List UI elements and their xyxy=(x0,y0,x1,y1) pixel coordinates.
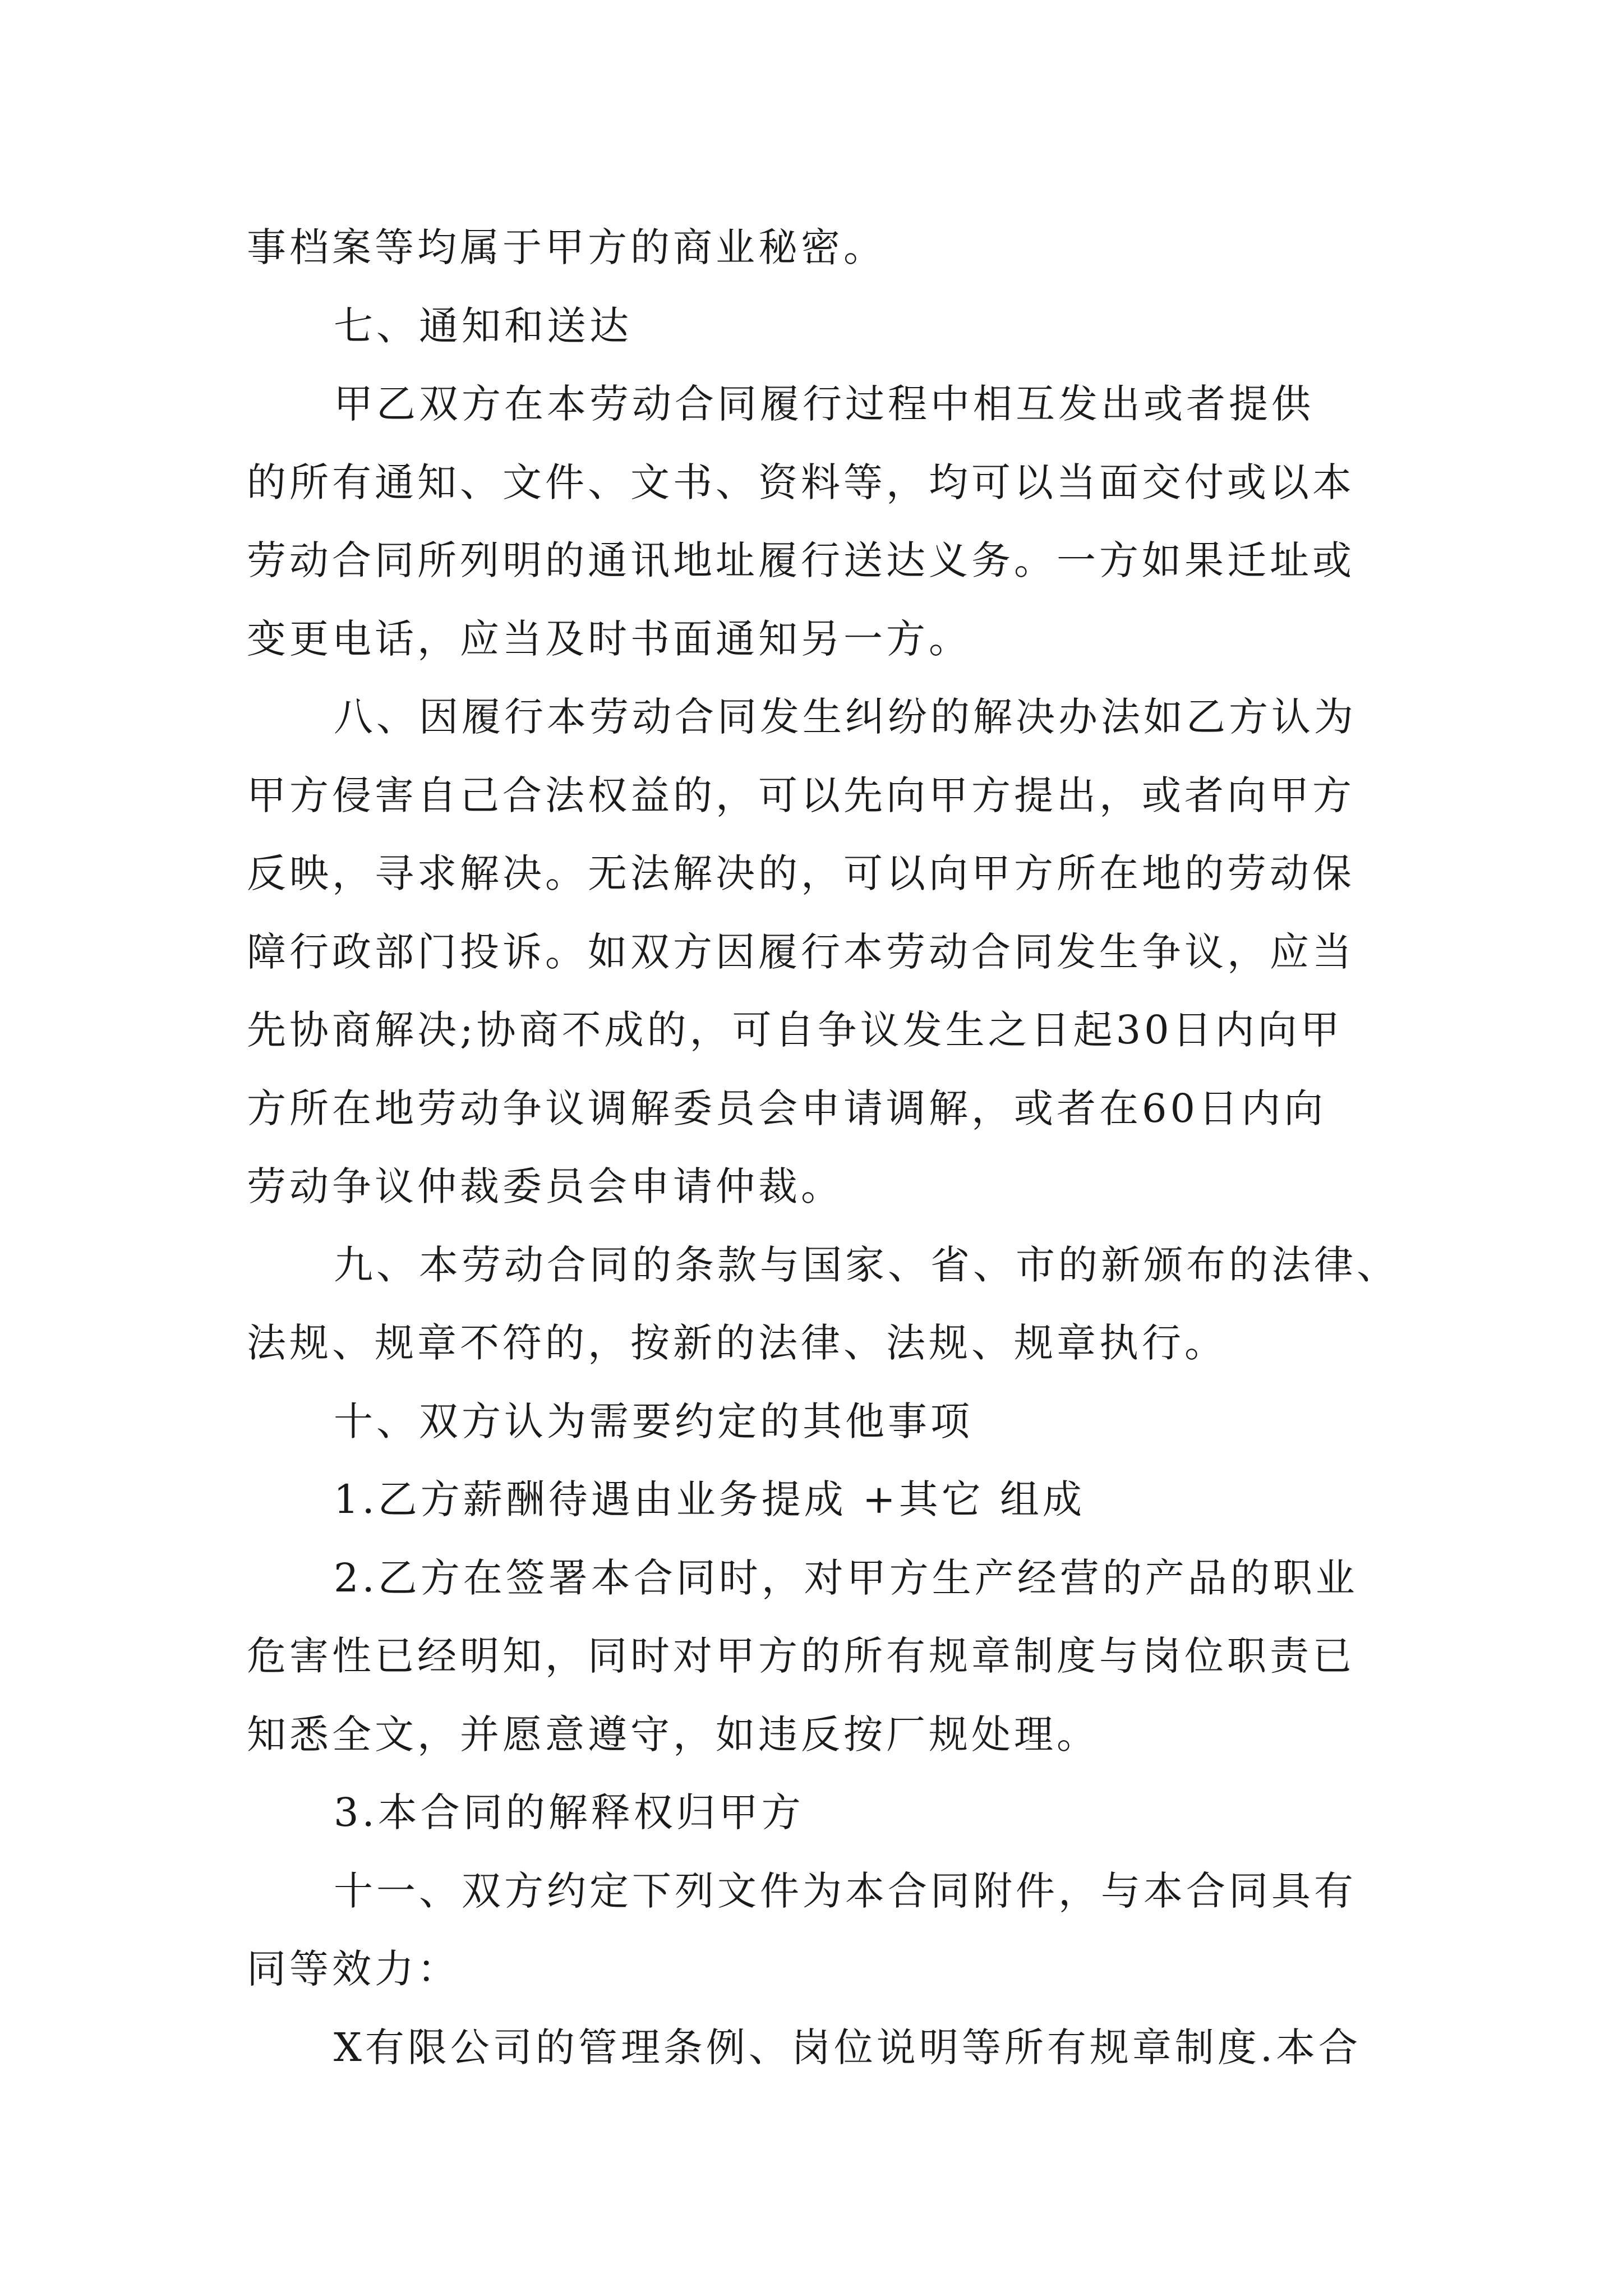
text-line: 的所有通知、文件、文书、资料等，均可以当面交付或以本 xyxy=(247,459,1355,505)
text-line: 危害性已经明知，同时对甲方的所有规章制度与岗位职责已 xyxy=(247,1633,1355,1679)
text-line: 甲方侵害自己合法权益的，可以先向甲方提出，或者向甲方 xyxy=(247,772,1355,818)
text-line: 方所在地劳动争议调解委员会申请调解，或者在60日内向 xyxy=(247,1085,1327,1131)
list-item: 2.乙方在签署本合同时，对甲方生产经营的产品的职业 xyxy=(334,1554,1358,1601)
text-line: 甲乙双方在本劳动合同履行过程中相互发出或者提供 xyxy=(334,381,1314,427)
text-line: 知悉全文，并愿意遵守，如违反按厂规处理。 xyxy=(247,1711,1099,1757)
text-line: X有限公司的管理条例、岗位说明等所有规章制度.本合 xyxy=(334,2024,1362,2070)
document-body xyxy=(247,209,1399,2087)
text-line: 法规、规章不符的，按新的法律、法规、规章执行。 xyxy=(247,1320,1227,1366)
text-line: 十一、双方约定下列文件为本合同附件，与本合同具有 xyxy=(334,1867,1357,1914)
text-line: 反映，寻求解决。无法解决的，可以向甲方所在地的劳动保 xyxy=(247,850,1355,896)
text-line: 劳动争议仲裁委员会申请仲裁。 xyxy=(247,1163,843,1209)
text-line: 同等效力： xyxy=(247,1946,460,1992)
text-line: 障行政部门投诉。如双方因履行本劳动合同发生争议，应当 xyxy=(247,928,1355,975)
section-heading: 十、双方认为需要约定的其他事项 xyxy=(334,1398,973,1444)
section-heading: 七、通知和送达 xyxy=(334,302,632,349)
text-line: 先协商解决;协商不成的，可自争议发生之日起30日内向甲 xyxy=(247,1007,1343,1053)
list-item: 3.本合同的解释权归甲方 xyxy=(334,1789,804,1835)
text-line: 九、本劳动合同的条款与国家、省、市的新颁布的法律、 xyxy=(334,1241,1399,1288)
text-line: 劳动合同所列明的通讯地址履行送达义务。一方如果迁址或 xyxy=(247,537,1355,583)
text-line: 变更电话，应当及时书面通知另一方。 xyxy=(247,615,971,662)
text-line: 事档案等均属于甲方的商业秘密。 xyxy=(247,224,886,270)
list-item: 1.乙方薪酬待遇由业务提成 +其它 组成 xyxy=(334,1476,1085,1522)
text-line: 八、因履行本劳动合同发生纠纷的解决办法如乙方认为 xyxy=(334,694,1357,740)
